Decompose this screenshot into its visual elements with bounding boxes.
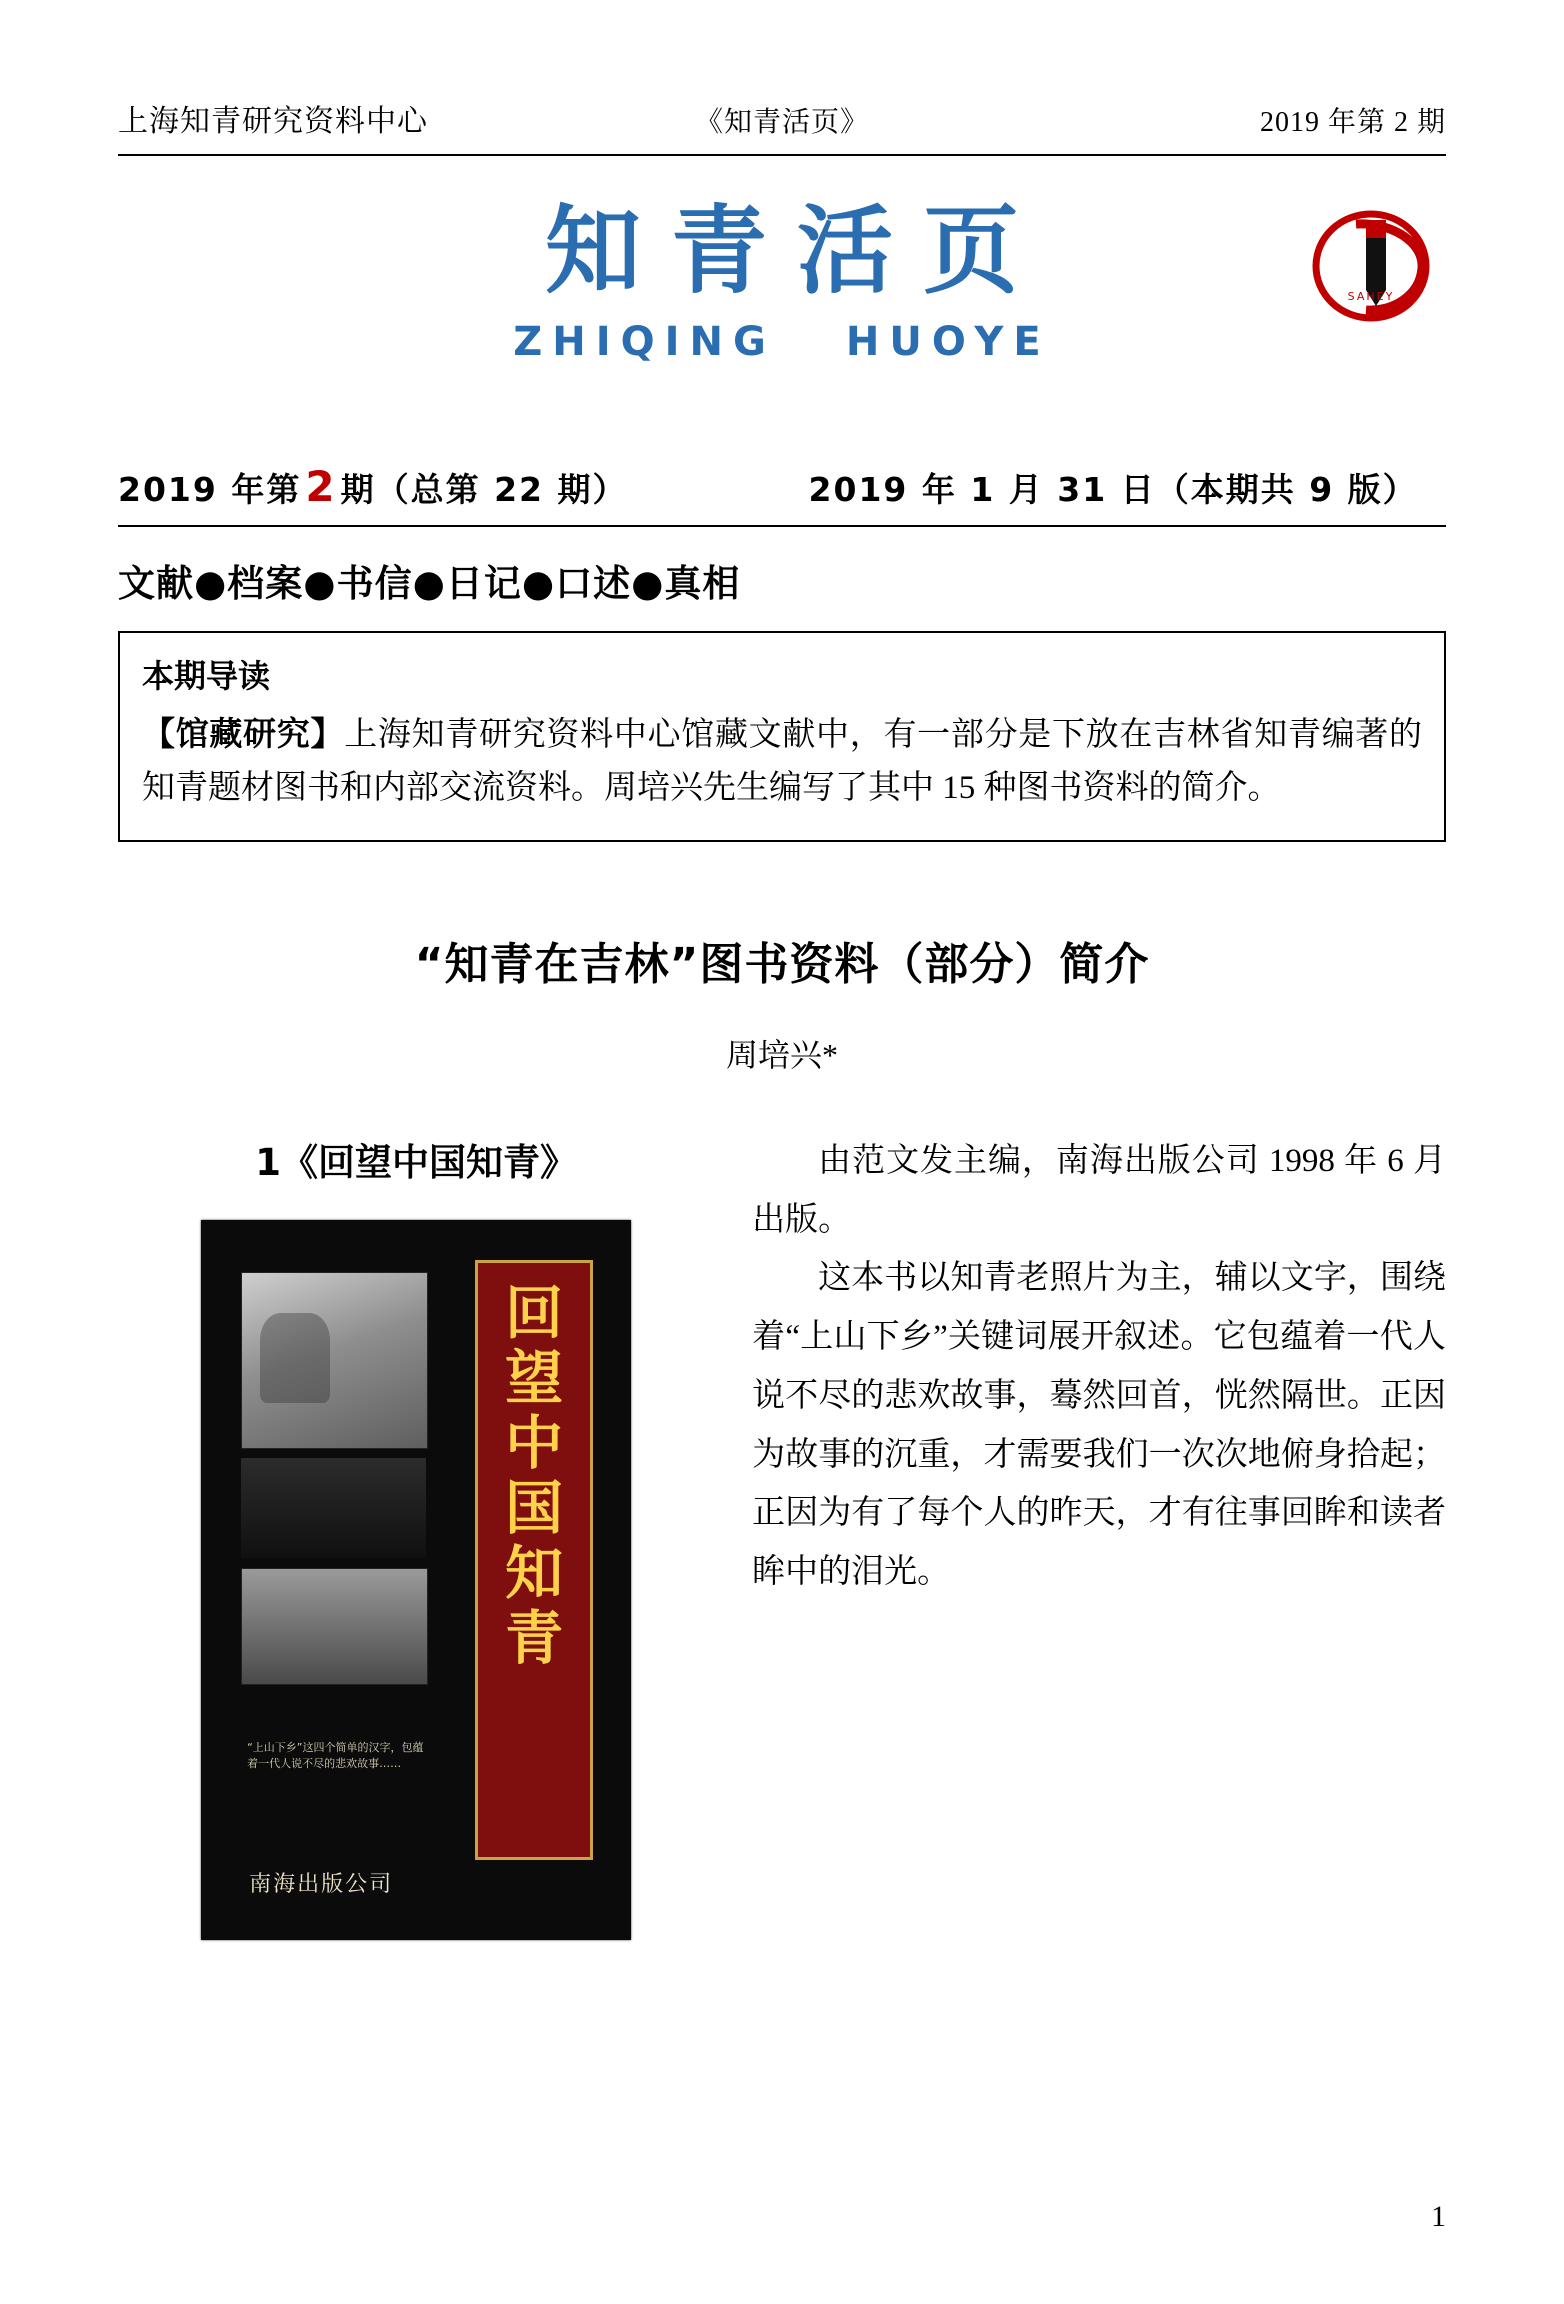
masthead	[118, 194, 1446, 444]
publication-logo-icon	[1296, 204, 1446, 334]
issue-date: 2019 年 1 月 31 日（本期共 9 版）	[808, 470, 1418, 509]
cover-title-band	[475, 1260, 593, 1860]
book-cover-image	[201, 1220, 631, 1940]
masthead-title: 知青活页	[545, 195, 1049, 307]
masthead-pinyin-left: ZHIQING	[513, 319, 776, 366]
cover-photo-middle	[241, 1458, 426, 1558]
left-column	[118, 1132, 742, 1940]
issue-guide-title: 本期导读	[142, 657, 271, 695]
issue-line	[118, 462, 1446, 511]
article-author: 周培兴*	[725, 1036, 838, 1073]
cover-photo-bottom	[241, 1568, 428, 1685]
running-header-center: 《知青活页》	[694, 107, 869, 138]
paragraph-1: 由范文发主编，南海出版公司 1998 年 6 月出版。	[752, 1142, 1446, 1238]
cover-photo-top	[241, 1272, 428, 1449]
issue-number: 2	[305, 462, 337, 511]
svg-text:SAHEY: SAHEY	[1347, 290, 1395, 303]
issue-left-prefix: 2019 年第	[118, 470, 302, 509]
issue-guide-text: 上海知青研究资料中心馆藏文献中，有一部分是下放在吉林省知青编著的知青题材图书和内部交流资料。周培兴先生编写了其中 15 种图书资料的简介。	[142, 717, 1423, 807]
cover-caption: “上山下乡”这四个简单的汉字，包蕴着一代人说不尽的悲欢故事……	[247, 1740, 424, 1770]
right-column	[742, 1132, 1446, 1940]
issue-left-suffix: 期（总第 22 期）	[340, 470, 628, 509]
article-body	[118, 1132, 1446, 1940]
running-header-right: 2019 年第 2 期	[1259, 107, 1446, 138]
issue-guide-box	[118, 631, 1446, 842]
paragraph-2: 这本书以知青老照片为主，辅以文字，围绕着“上山下乡”关键词展开叙述。它包蕴着一代人说不尽的悲欢故事，蓦然回首，恍然隔世。正因为故事的沉重，才需要我们一次次地俯身拾起；正因为有了每个人的昨天，才有往事回眸和读者眸中的泪光。	[752, 1260, 1446, 1591]
article-title: “知青在吉林”图书资料（部分）简介	[414, 938, 1150, 990]
issue-left	[118, 462, 809, 511]
keyword-strip: 文献●档案●书信●日记●口述●真相	[118, 562, 741, 605]
page-number: 1	[1431, 2200, 1446, 2233]
header-divider	[118, 154, 1446, 156]
section-heading: 1《回望中国知青》	[255, 1140, 577, 1184]
running-header	[118, 0, 1446, 140]
issue-guide-lead: 【馆藏研究】	[142, 714, 345, 753]
issue-guide-body	[142, 707, 1422, 816]
cover-title-text: 回望中国知青	[505, 1278, 564, 1672]
running-header-left: 上海知青研究资料中心	[118, 105, 428, 138]
cover-publisher: 南海出版公司	[249, 1871, 394, 1897]
issue-divider	[118, 525, 1446, 527]
masthead-pinyin	[118, 319, 1446, 365]
masthead-pinyin-right: HUOYE	[845, 319, 1051, 366]
